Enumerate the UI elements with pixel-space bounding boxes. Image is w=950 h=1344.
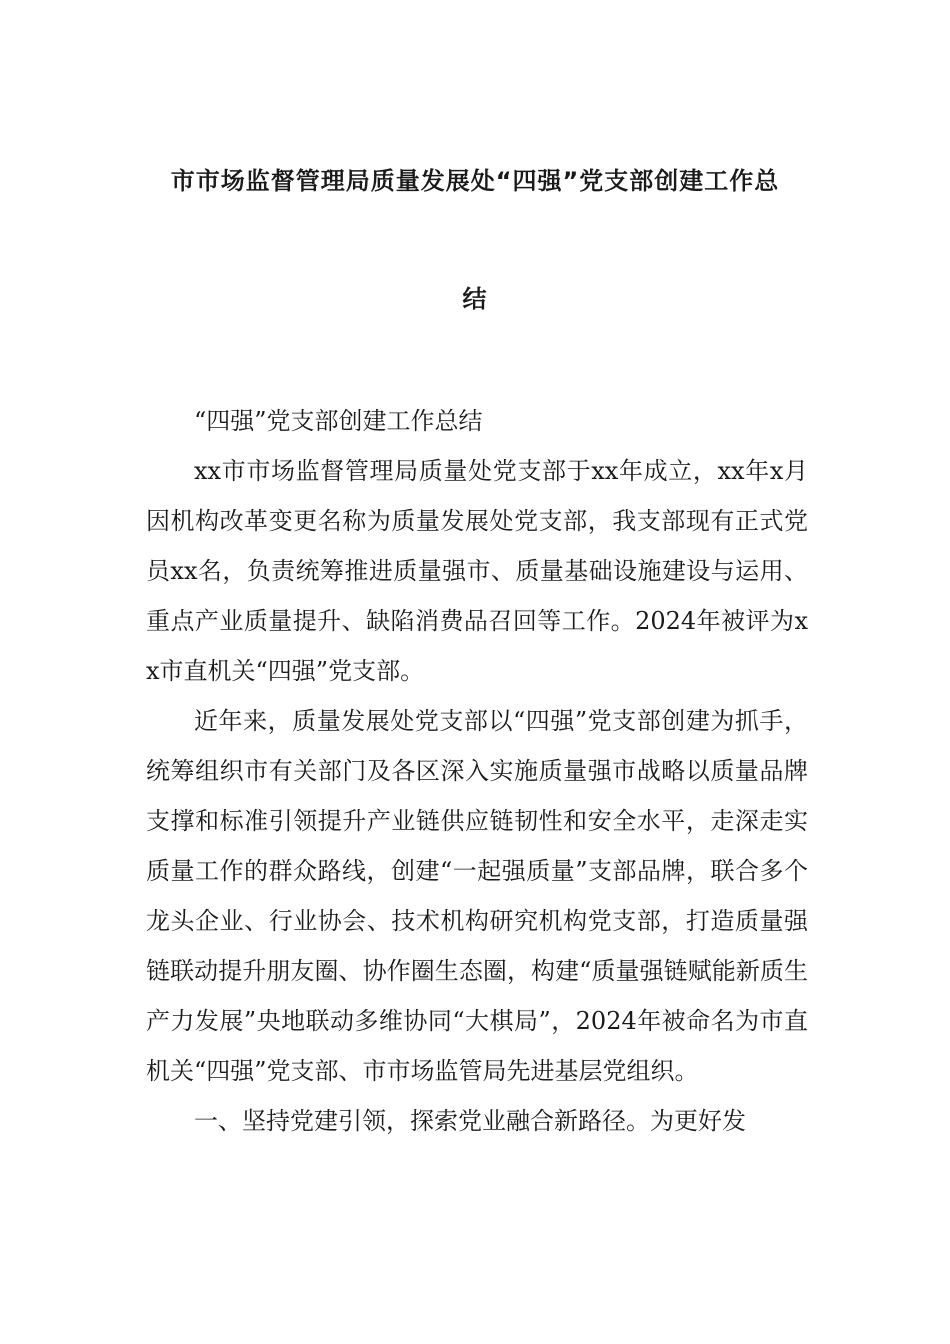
document-body bbox=[146, 396, 808, 1146]
paragraph-section-1: 一、坚持党建引领，探索党业融合新路径。为更好发 bbox=[194, 1107, 746, 1135]
document-title-line-2: 结 bbox=[462, 285, 488, 313]
paragraph-overview: 近年来，质量发展处党支部以“四强”党支部创建为抓手，统筹组织市有关部门及各区深入实施质量强市战略以质量品牌支撑和标准引领提升产业链供应链韧性和安全水平，走深走实质量工作的群众路线，创建“一起强质量”支部品牌，联合多个龙头企业、行业协会、技术机构研究机构党支部，打造质量强链联动提升朋友圈、协作圈生态圈，构建“质量强链赋能新质生产力发展”央地联动多维协同“大棋局”，2024年被命名为市直机关“四强”党支部、市市场监管局先进基层党组织。 bbox=[146, 707, 808, 1085]
document-title-line-1: 市市场监督管理局质量发展处“四强”党支部创建工作总 bbox=[170, 167, 780, 195]
paragraph-subtitle: “四强”党支部创建工作总结 bbox=[194, 407, 483, 435]
paragraph-intro: xx市市场监督管理局质量处党支部于xx年成立，xx年x月因机构改革变更名称为质量发展处党支部，我支部现有正式党员xx名，负责统筹推进质量强市、质量基础设施建设与运用、重点产业质量提升、缺陷消费品召回等工作。2024年被评为xx市直机关“四强”党支部。 bbox=[146, 457, 808, 685]
